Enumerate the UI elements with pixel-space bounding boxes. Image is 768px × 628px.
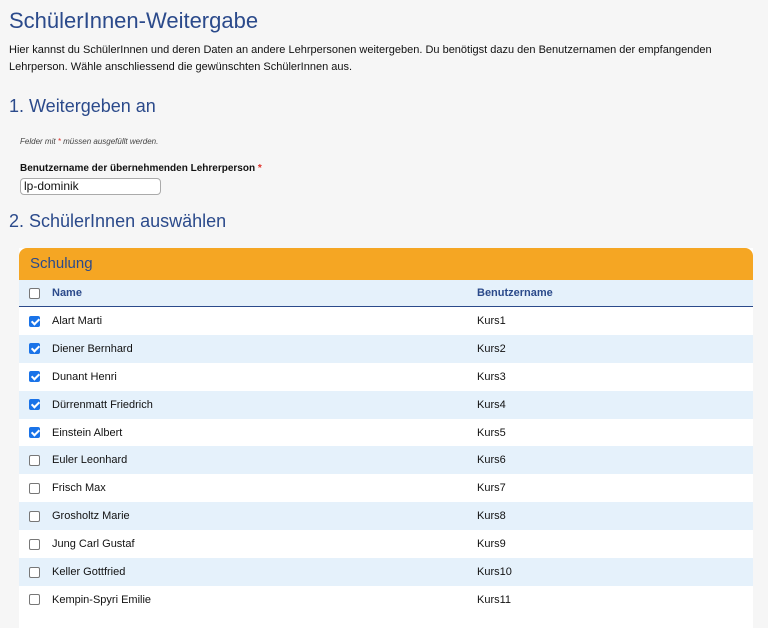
username-field-label	[20, 163, 262, 174]
table-row[interactable]	[19, 586, 753, 614]
student-checkbox[interactable]	[29, 539, 40, 550]
student-name: Frisch Max	[52, 482, 106, 495]
student-username: Kurs6	[477, 446, 753, 474]
required-note-suffix: müssen ausgefüllt werden.	[60, 137, 159, 146]
required-asterisk: *	[257, 163, 262, 174]
row-checkbox-cell	[19, 307, 52, 335]
username-field-label-text: Benutzername der übernehmenden Lehrerperson	[20, 163, 258, 174]
student-name: Kempin-Spyri Emilie	[52, 593, 152, 606]
student-table-body	[19, 307, 753, 614]
student-checkbox[interactable]	[29, 316, 40, 327]
student-name: Dunant Henri	[52, 370, 117, 383]
student-username: Kurs5	[477, 426, 506, 439]
student-checkbox[interactable]	[29, 455, 40, 466]
row-checkbox-cell	[19, 474, 52, 502]
intro-text: Hier kannst du SchülerInnen und deren Daten an andere Lehrpersonen weitergeben. Du benötigst dazu den Benutzernamen der empfangenden Lehrperson. Wähle anschliessend die gewünschten SchülerInnen aus.	[9, 44, 712, 73]
student-name: Grosholtz Marie	[52, 502, 477, 530]
table-header-row	[19, 280, 753, 307]
page-title: SchülerInnen-Weitergabe	[9, 8, 259, 33]
student-name: Euler Leonhard	[52, 446, 477, 474]
column-header-name[interactable]: Name	[52, 280, 477, 307]
student-username: Kurs11	[477, 593, 512, 606]
student-username: Kurs4	[477, 391, 753, 419]
table-row[interactable]	[19, 307, 753, 335]
student-name: Dürrenmatt Friedrich	[52, 391, 477, 419]
table-row[interactable]	[19, 530, 753, 558]
table-row[interactable]	[19, 363, 753, 391]
student-username: Kurs2	[477, 335, 753, 363]
row-checkbox-cell	[19, 391, 52, 419]
student-username: Kurs8	[477, 502, 753, 530]
student-checkbox[interactable]	[29, 427, 40, 438]
section-heading-share-to: 1. Weitergeben an	[9, 96, 156, 116]
table-row[interactable]	[19, 502, 753, 530]
student-table	[19, 280, 753, 614]
row-checkbox-cell	[19, 586, 52, 614]
table-row[interactable]	[19, 446, 753, 474]
section-heading-select-students: 2. SchülerInnen auswählen	[9, 211, 227, 231]
student-username: Kurs9	[477, 538, 506, 551]
select-all-cell	[19, 280, 52, 307]
required-note-prefix: Felder mit	[20, 137, 58, 146]
student-checkbox[interactable]	[29, 399, 40, 410]
select-all-checkbox[interactable]	[29, 288, 40, 299]
student-username: Kurs3	[477, 370, 506, 383]
student-checkbox[interactable]	[29, 483, 40, 494]
required-asterisk: *	[57, 137, 61, 146]
table-row[interactable]	[19, 391, 753, 419]
student-username: Kurs7	[477, 482, 506, 495]
student-checkbox[interactable]	[29, 567, 40, 578]
student-name: Jung Carl Gustaf	[52, 538, 135, 551]
table-row[interactable]	[19, 474, 753, 502]
student-checkbox[interactable]	[29, 371, 40, 382]
row-checkbox-cell	[19, 502, 52, 530]
student-name: Einstein Albert	[52, 426, 123, 439]
table-row[interactable]	[19, 419, 753, 447]
required-note	[20, 137, 158, 146]
student-username: Kurs1	[477, 314, 506, 327]
row-checkbox-cell	[19, 363, 52, 391]
row-checkbox-cell	[19, 419, 52, 447]
row-checkbox-cell	[19, 558, 52, 586]
table-row[interactable]	[19, 558, 753, 586]
student-name: Diener Bernhard	[52, 335, 477, 363]
row-checkbox-cell	[19, 530, 52, 558]
column-header-username[interactable]: Benutzername	[477, 280, 753, 307]
student-checkbox[interactable]	[29, 594, 40, 605]
student-checkbox[interactable]	[29, 343, 40, 354]
student-name: Alart Marti	[52, 314, 103, 327]
course-panel-title[interactable]: Schulung	[19, 248, 753, 280]
row-checkbox-cell	[19, 446, 52, 474]
student-checkbox[interactable]	[29, 511, 40, 522]
student-username: Kurs10	[477, 558, 753, 586]
receiving-teacher-username-input[interactable]	[20, 178, 161, 195]
student-name: Keller Gottfried	[52, 558, 477, 586]
course-panel	[19, 248, 753, 628]
row-checkbox-cell	[19, 335, 52, 363]
table-row[interactable]	[19, 335, 753, 363]
